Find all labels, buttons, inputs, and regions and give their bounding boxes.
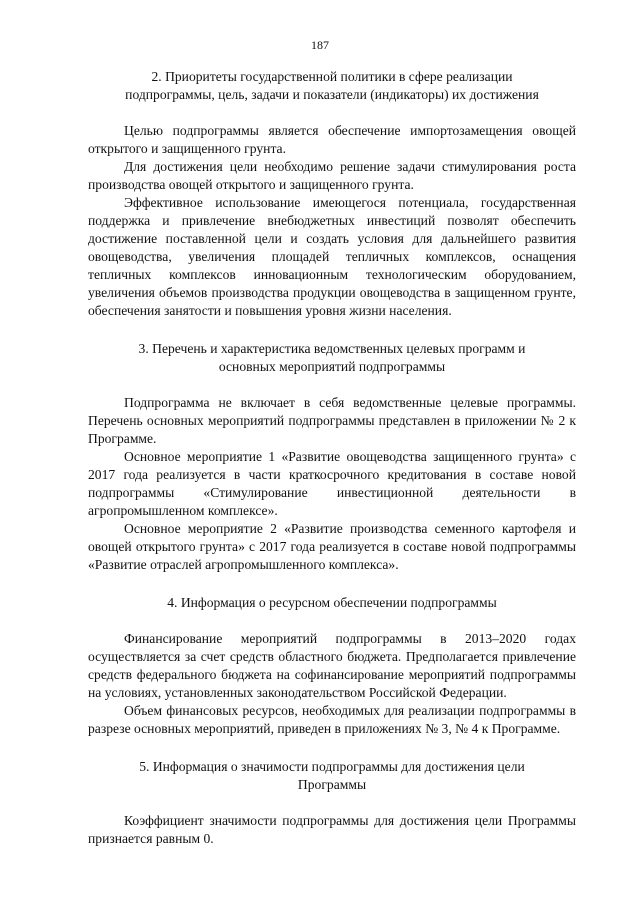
page-number: 187 <box>311 38 329 52</box>
section-heading <box>88 68 576 104</box>
paragraph: Подпрограмма не включает в себя ведомственные целевые программы. Перечень основных мероприятий подпрограммы представлен в приложении № 2 к Программе. <box>88 395 576 446</box>
section-heading <box>88 340 576 376</box>
section-heading <box>88 758 576 794</box>
heading-line: 4. Информация о ресурсном обеспечении подпрограммы <box>167 595 497 610</box>
heading-line: Программы <box>297 777 367 792</box>
paragraph: Финансирование мероприятий подпрограммы в 2013–2020 годах осуществляется за счет средств областного бюджета. Предполагается привлечение средств федерального бюджета на софинансирование мероприятий подпрограммы на условиях, установленных законодательством Российской Федерации. <box>88 631 576 700</box>
paragraph: Основное мероприятие 2 «Развитие производства семенного картофеля и овощей открытого грунта» с 2017 года реализуется в составе новой подпрограммы «Развитие отраслей агропромышленного комплекса». <box>88 521 576 572</box>
heading-line: 5. Информация о значимости подпрограммы для достижения цели <box>139 759 525 774</box>
heading-line: подпрограммы, цель, задачи и показатели (индикаторы) их достижения <box>125 87 539 102</box>
section-heading <box>88 594 576 612</box>
heading-line: 3. Перечень и характеристика ведомственных целевых программ и <box>138 341 526 356</box>
document-body <box>88 68 576 848</box>
paragraph: Целью подпрограммы является обеспечение импортозамещения овощей открытого и защищенного грунта. <box>88 123 576 156</box>
paragraph: Объем финансовых ресурсов, необходимых для реализации подпрограммы в разрезе основных мероприятий, приведен в приложениях № 3, № 4 к Программе. <box>88 703 576 736</box>
paragraph: Основное мероприятие 1 «Развитие овощеводства защищенного грунта» с 2017 года реализуется в части краткосрочного кредитования в составе новой подпрограммы «Стимулирование инвестиционной деятельности в агропромышленном комплексе». <box>88 449 576 518</box>
paragraph: Для достижения цели необходимо решение задачи стимулирования роста производства овощей открытого и защищенного грунта. <box>88 159 576 192</box>
paragraph: Эффективное использование имеющегося потенциала, государственная поддержка и привлечение внебюджетных инвестиций позволят обеспечить достижение поставленной цели и создать условия для дальнейшего развития овощеводства, увеличения площадей тепличных комплексов, оснащения тепличных комплексов инновационным технологическим оборудованием, увеличения объемов производства продукции овощеводства в защищенном грунте, обеспечения занятости и повышения уровня жизни населения. <box>88 195 576 318</box>
paragraph: Коэффициент значимости подпрограммы для достижения цели Программы признается равным 0. <box>88 813 576 846</box>
heading-line: основных мероприятий подпрограммы <box>218 359 446 374</box>
heading-line: 2. Приоритеты государственной политики в сфере реализации <box>151 69 513 84</box>
